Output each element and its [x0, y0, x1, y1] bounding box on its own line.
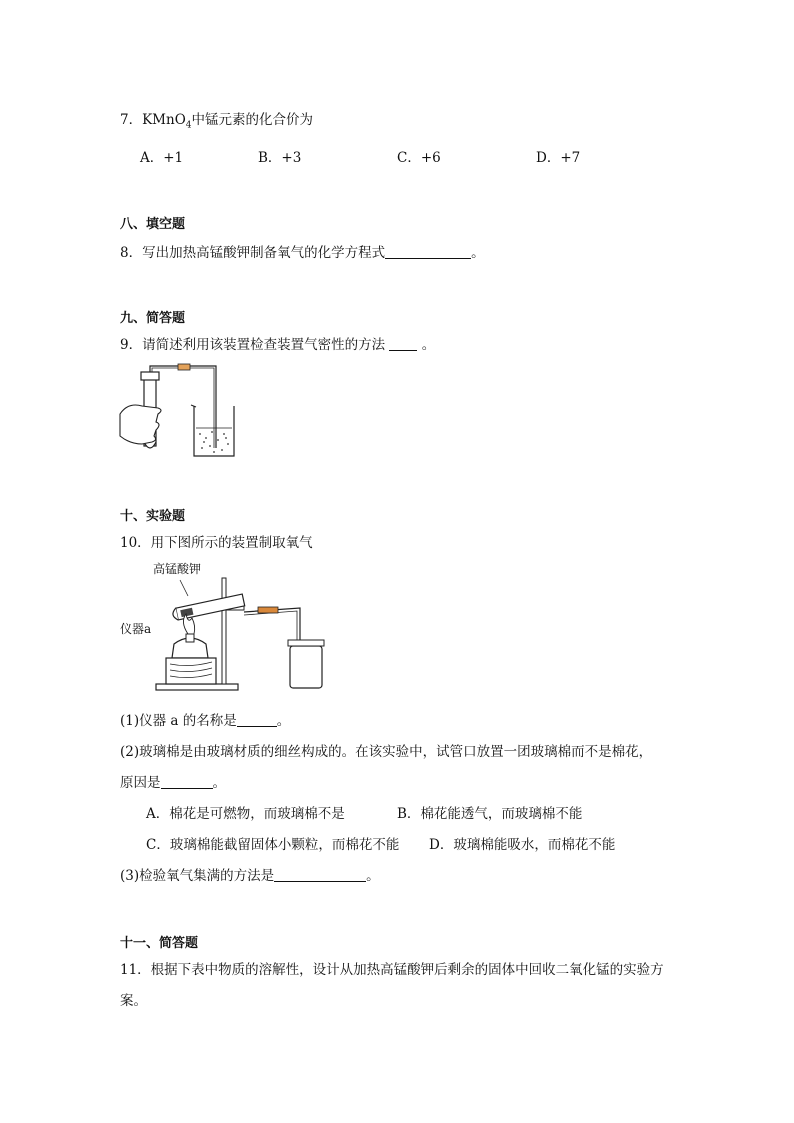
q10-sub2-line1: (2)玻璃棉是由玻璃材质的细丝构成的。在该实验中，试管口放置一团玻璃棉而不是棉花，: [120, 744, 653, 760]
section-8-title: 八、填空题: [120, 217, 186, 232]
q8-stem: 8．写出加热高锰酸钾制备氧气的化学方程式 。: [120, 245, 485, 261]
q10-option-d[interactable]: D．玻璃棉能吸水，而棉花不能: [429, 837, 616, 853]
q10-option-c[interactable]: C．玻璃棉能截留固体小颗粒，而棉花不能: [146, 837, 400, 853]
section-11-title: 十一、简答题: [120, 936, 199, 951]
q7-option-c[interactable]: C．+6: [397, 150, 441, 166]
q7-option-b[interactable]: B．+3: [258, 150, 302, 166]
figure-label-instrument-a: 仪器a: [120, 622, 152, 636]
q10-sub2-line2: 原因是 。: [120, 775, 226, 791]
q10-sub1: (1)仪器 a 的名称是 。: [120, 713, 291, 729]
q10-sub3-blank[interactable]: [274, 867, 366, 882]
q10-sub2-blank[interactable]: [161, 774, 213, 789]
q7-stem-text: 中锰元素的化合价为: [191, 112, 313, 128]
q11-line1: 11．根据下表中物质的溶解性，设计从加热高锰酸钾后剩余的固体中回收二氧化锰的实验方: [120, 962, 664, 978]
airtightness-apparatus-figure: [118, 362, 248, 462]
q11-line2: 案。: [120, 993, 147, 1009]
oxygen-generation-apparatus-figure: [150, 574, 330, 694]
q7-formula: KMnO$_4$: [142, 112, 192, 131]
q8-answer-blank[interactable]: [385, 244, 471, 259]
q10-sub1-blank[interactable]: [237, 712, 277, 727]
section-9-title: 九、简答题: [120, 311, 186, 326]
q9-stem: 9．请简述利用该装置检查装置气密性的方法 。: [120, 337, 436, 353]
q9-answer-blank[interactable]: [389, 336, 417, 351]
q10-option-b[interactable]: B．棉花能透气，而玻璃棉不能: [397, 806, 583, 822]
q7-option-d[interactable]: D．+7: [536, 150, 581, 166]
q10-sub3: (3)检验氧气集满的方法是 。: [120, 868, 380, 884]
q10-stem: 10．用下图所示的装置制取氧气: [120, 535, 313, 551]
q7-number: 7．: [120, 112, 143, 128]
q7-stem: [120, 108, 313, 131]
figure-label-potassium-permanganate: 高锰酸钾: [153, 562, 202, 576]
q7-option-a[interactable]: A．+1: [140, 150, 184, 166]
q10-option-a[interactable]: A．棉花是可燃物，而玻璃棉不是: [146, 806, 345, 822]
section-10-title: 十、实验题: [120, 509, 186, 524]
